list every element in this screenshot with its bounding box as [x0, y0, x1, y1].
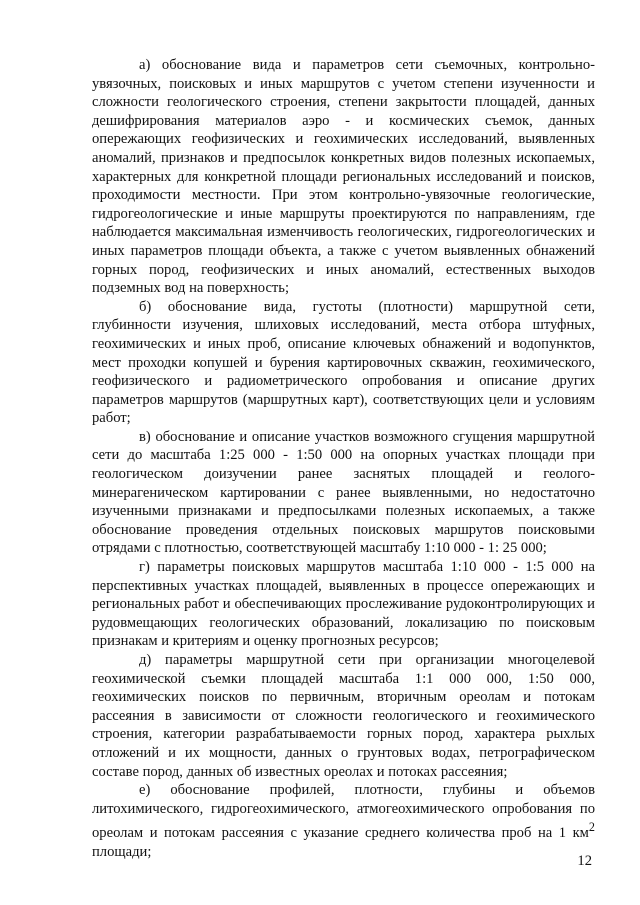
paragraph-a: а) обоснование вида и параметров сети съемочных, контрольно-увязочных, поисковых и иных маршрутов с учетом степени изученности и сложности геологического строения, степени закрытости площадей, данных дешифрирования материалов аэро - и космических съемок, данных опережающих геофизических и геохимических исследований, выявленных аномалий, признаков и предпосылок конкретных видов полезных ископаемых, характерных для конкретной площади региональных исследований и поисков, проходимости местности. При этом контрольно-увязочные геологические, гидрогеологические и иные маршруты проектируются по направлениям, где наблюдается максимальная изменчивость геологических, гидрогеологических и иных параметров площади объекта, а также с учетом выявленных обнажений горных пород, геофизических и иных аномалий, естественных выходов подземных вод на поверхность; [92, 57, 595, 297]
body-text [92, 56, 595, 861]
superscript-two: 2 [588, 820, 595, 835]
paragraph-e-text: е) обоснование профилей, плотности, глубины и объемов литохимического, гидрогеохимического, атмогеохимического опробования по ореолам и потокам рассеяния с указание среднего количества проб на 1 км [92, 782, 595, 842]
paragraph-b: б) обоснование вида, густоты (плотности) маршрутной сети, глубинности изучения, шлиховых исследований, места отбора штуфных, геохимических и иных проб, описание ключевых обнажений и водопунктов, мест проходки копушей и бурения картировочных скважин, геохимического, геофизического и радиометрического опробования и описание других параметров маршрутов (маршрутных карт), соответствующих цели и условиям работ; [92, 298, 595, 427]
paragraph-v: в) обоснование и описание участков возможного сгущения маршрутной сети до масштаба 1:25 000 - 1:50 000 на опорных участках площади при геологическом доизучении ранее заснятых площадей и геолого-минерагеническом картировании с ранее выявленными, но недостаточно изученными признаками и предпосылками полезных ископаемых, а также обоснование проведения отдельных поисковых маршрутов поисковыми отрядами с плотностью, соответствующей масштабу 1:10 000 - 1: 25 000; [92, 428, 595, 557]
paragraph-e-tail: площади; [92, 843, 152, 860]
paragraph-d: д) параметры маршрутной сети при организации многоцелевой геохимической съемки площадей масштаба 1:1 000 000, 1:50 000, геохимических поисков по первичным, вторичным ореолам и потокам рассеяния в зависимости от сложности геологического и геохимического строения, категории разрабатываемости горных пород, характера рыхлых отложений и их мощности, данных о грунтовых водах, петрографическом составе пород, данных об известных ореолах и потоках рассеяния; [92, 652, 595, 780]
paragraph-g: г) параметры поисковых маршрутов масштаба 1:10 000 - 1:5 000 на перспективных участках площадей, выявленных в процессе опережающих и региональных работ и обеспечивающих прослеживание рудоконтролирующих и рудовмещающих геологических образований, локализацию по поисковым признакам и критериям и оценку прогнозных ресурсов; [92, 559, 595, 650]
page-number: 12 [577, 853, 592, 869]
paragraph-e [92, 781, 595, 861]
